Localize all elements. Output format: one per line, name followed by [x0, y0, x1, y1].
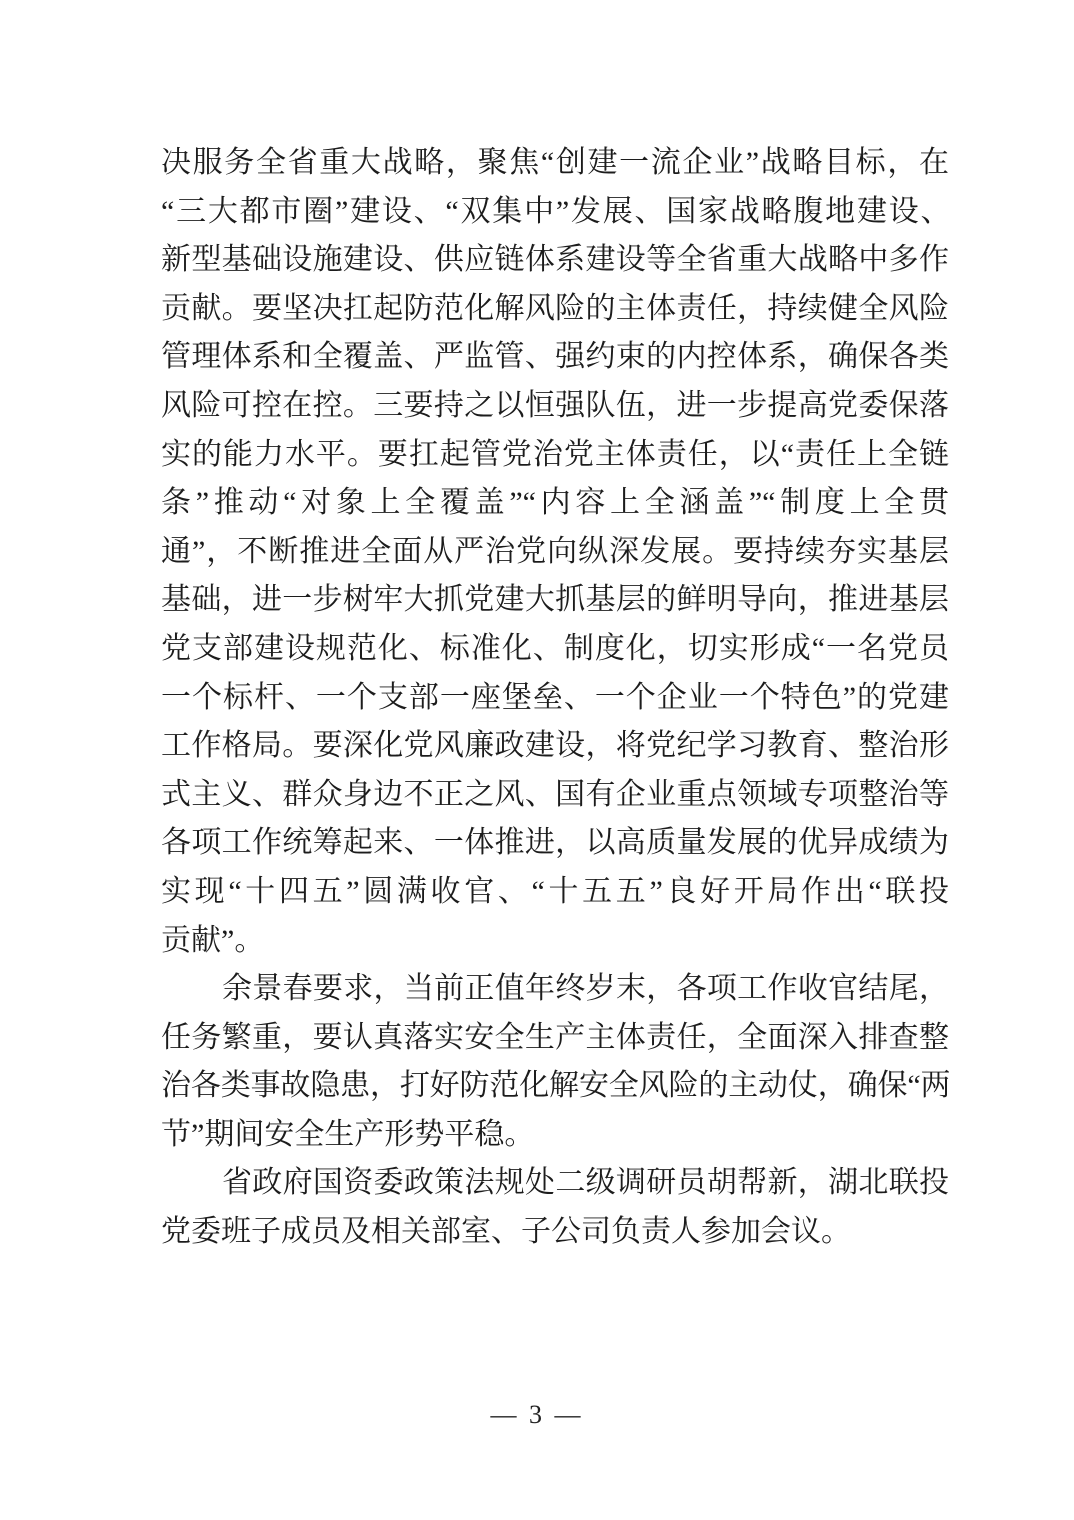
text-line: 决服务全省重大战略，聚焦“创建一流企业”战略目标，在	[161, 146, 949, 179]
text-line: 工作格局。要深化党风廉政建设，将党纪学习教育、整治形	[161, 729, 949, 763]
text-line: 管理体系和全覆盖、严监管、强约束的内控体系，确保各类	[161, 340, 949, 374]
text-line: 节”期间安全生产形势平稳。	[161, 1117, 535, 1151]
text-line paragraph-start: 省政府国资委政策法规处二级调研员胡帮新，湖北联投	[222, 1166, 949, 1200]
text-line paragraph-start: 余景春要求，当前正值年终岁末，各项工作收官结尾，	[222, 972, 949, 1006]
text-line: “三大都市圈”建设、“双集中”发展、国家战略腹地建设、	[161, 194, 949, 228]
text-line: 基础，进一步树牢大抓党建大抓基层的鲜明导向，推进基层	[161, 583, 949, 617]
text-line: 条”推动“对象上全覆盖”“内容上全涵盖”“制度上全贯	[161, 486, 949, 520]
text-line: 式主义、群众身边不正之风、国有企业重点领域专项整治等	[161, 777, 949, 811]
text-line: 贡献”。	[161, 923, 265, 957]
page-number: — 3 —	[490, 1400, 584, 1429]
text-line: 风险可控在控。三要持之以恒强队伍，进一步提高党委保落	[161, 388, 949, 422]
text-line: 贡献。要坚决扛起防范化解风险的主体责任，持续健全风险	[161, 291, 949, 325]
text-line: 党支部建设规范化、标准化、制度化，切实形成“一名党员	[161, 631, 949, 665]
text-line: 实的能力水平。要扛起管党治党主体责任，以“责任上全链	[161, 437, 949, 471]
text-line: 各项工作统筹起来、一体推进，以高质量发展的优异成绩为	[161, 826, 949, 860]
text-line: 任务繁重，要认真落实安全生产主体责任，全面深入排查整	[161, 1020, 949, 1054]
text-line: 党委班子成员及相关部室、子公司负责人参加会议。	[161, 1215, 851, 1249]
text-line: 通”，不断推进全面从严治党向纵深发展。要持续夯实基层	[161, 534, 949, 568]
text-line: 治各类事故隐患，打好防范化解安全风险的主动仗，确保“两	[161, 1069, 949, 1103]
text-line: 一个标杆、一个支部一座堡垒、一个企业一个特色”的党建	[161, 680, 949, 714]
text-line: 新型基础设施建设、供应链体系建设等全省重大战略中多作	[161, 243, 949, 277]
text-line: 实现“十四五”圆满收官、“十五五”良好开局作出“联投	[161, 874, 949, 908]
document-body-text	[161, 139, 949, 1257]
